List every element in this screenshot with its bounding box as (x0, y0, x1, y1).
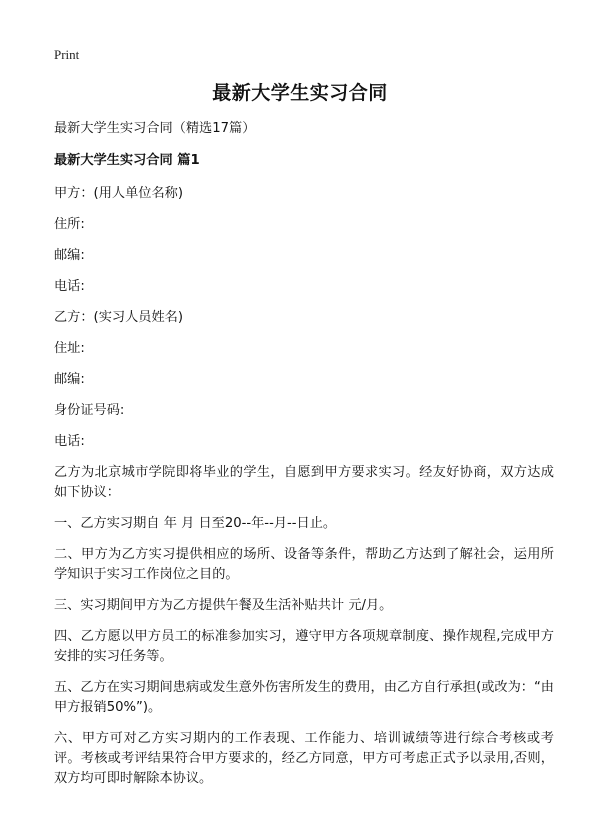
clause-5: 五、乙方在实习期间患病或发生意外伤害所发生的费用，由乙方自行承担(或改为：“由甲方报销50%”)。 (54, 680, 554, 715)
clause-6: 六、甲方可对乙方实习期内的工作表现、工作能力、培训诚绩等进行综合考核或考评。考核或考评结果符合甲方要求的，经乙方同意，甲方可考虑正式予以录用,否则，双方均可即时解除本协议。 (54, 731, 554, 786)
document-subtitle: 最新大学生实习合同（精选17篇） (54, 121, 256, 136)
agreement-preamble: 乙方为北京城市学院即将毕业的学生，自愿到甲方要求实习。经友好协商，双方达成如下协议： (54, 465, 554, 500)
document-body (54, 119, 554, 800)
party-a-postcode-field: 邮编: (54, 248, 85, 263)
party-b-phone-field: 电话: (54, 434, 85, 449)
print-link[interactable]: Print (54, 47, 80, 62)
clause-1: 一、乙方实习期自 年 月 日至20--年--月--日止。 (54, 516, 337, 531)
party-b-name-field: 乙方：(实习人员姓名) (54, 310, 183, 325)
section-heading: 最新大学生实习合同 篇1 (54, 153, 200, 168)
party-a-address-field: 住所: (54, 217, 85, 232)
clause-3: 三、实习期间甲方为乙方提供午餐及生活补贴共计 元/月。 (54, 598, 393, 613)
clause-4: 四、乙方愿以甲方员工的标准参加实习，遵守甲方各项规章制度、操作规程,完成甲方安排的实习任务等。 (54, 629, 554, 664)
document-title: 最新大学生实习合同 (212, 82, 388, 104)
clause-2: 二、甲方为乙方实习提供相应的场所、设备等条件，帮助乙方达到了解社会，运用所学知识于实习工作岗位之目的。 (54, 547, 554, 582)
party-b-address-field: 住址: (54, 341, 85, 356)
party-b-id-number-field: 身份证号码: (54, 403, 125, 418)
party-a-phone-field: 电话: (54, 279, 85, 294)
party-b-postcode-field: 邮编: (54, 372, 85, 387)
party-a-name-field: 甲方：(用人单位名称) (54, 186, 183, 201)
